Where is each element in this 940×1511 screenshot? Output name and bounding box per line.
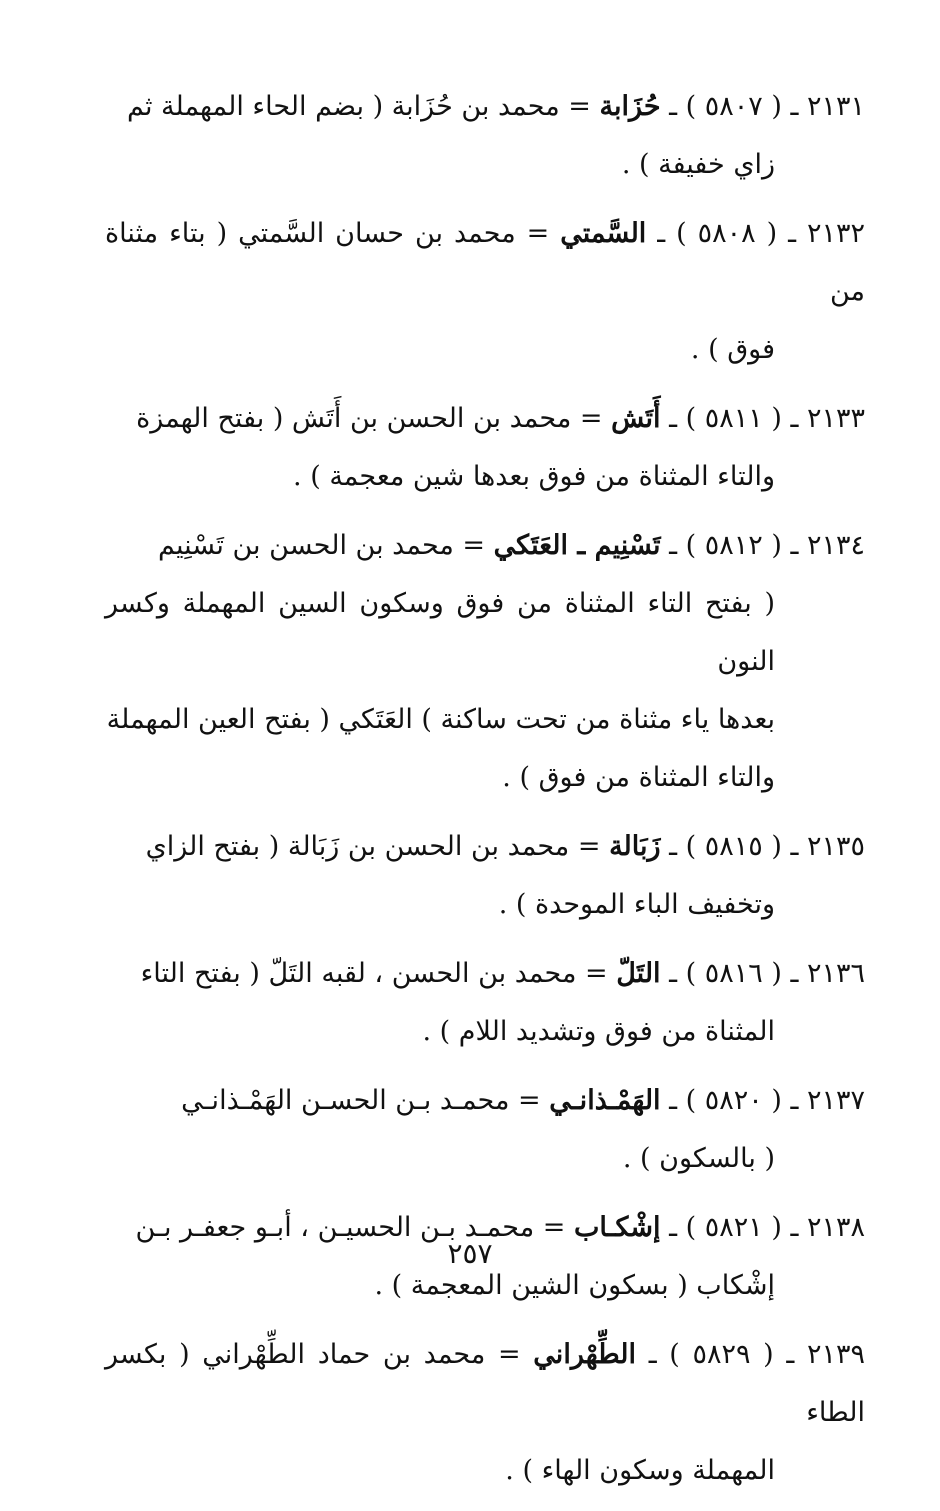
- entry-ref: ( ٥٨١٢ ): [685, 530, 782, 561]
- entry-text: = محمد بن حسان السَّمتي ( بتاء مثناة من: [105, 218, 865, 307]
- entry-2131: ٢١٣١ ـ ( ٥٨٠٧ ) ـ حُزَابة = محمد بن حُزَابة ( بضم الحاء المهملة ثم زاي خفيفة ) .: [105, 78, 865, 194]
- entry-text: = محمد بن الحسن بن أَتَش ( بفتح الهمزة: [136, 403, 603, 434]
- entry-ref: ( ٥٨٢٩ ): [669, 1339, 774, 1370]
- entry-continuation: وتخفيف الباء الموحدة ) .: [498, 889, 775, 920]
- entry-ref: ( ٥٨١٥ ): [685, 831, 782, 862]
- entry-text: = محمد بن حُزَابة ( بضم الحاء المهملة ثم: [126, 91, 591, 122]
- entry-ref: ( ٥٨٠٧ ): [685, 91, 782, 122]
- entry-continuation: ( بالسكون ) .: [622, 1143, 775, 1174]
- entry-2136: ٢١٣٦ ـ ( ٥٨١٦ ) ـ التَلّ = محمد بن الحسن ، لقبه التَلّ ( بفتح التاء المثناة من فوق وتشديد اللام ) .: [105, 945, 865, 1061]
- entry-2135: ٢١٣٥ ـ ( ٥٨١٥ ) ـ زَبَالة = محمد بن الحسن بن زَبَالة ( بفتح الزاي وتخفيف الباء الموحدة ) .: [105, 818, 865, 934]
- entry-2134: ٢١٣٤ ـ ( ٥٨١٢ ) ـ تَسْنِيم ـ العَتَكي = محمد بن الحسن بن تَسْنِيم ( بفتح التاء المثناة من فوق وسكون السين المهملة وكسر النون بعدها ياء مثناة من تحت ساكنة ) العَتَكي ( بفتح العين المهملة والتاء المثناة من فوق ) .: [105, 517, 865, 807]
- entry-continuation: والتاء المثناة من فوق بعدها شين معجمة ) .: [293, 461, 775, 492]
- entry-number: ٢١٣٨: [806, 1212, 865, 1243]
- entry-text: = محمـد بـن الحسيـن ، أبـو جعفـر بـن: [135, 1212, 566, 1243]
- entry-continuation: بعدها ياء مثناة من تحت ساكنة ) العَتَكي ( بفتح العين المهملة: [106, 704, 775, 735]
- entry-2138: ٢١٣٨ ـ ( ٥٨٢١ ) ـ إشْكـاب = محمـد بـن الحسيـن ، أبـو جعفـر بـن إشْكاب ( بسكون الشين المعجمة ) .: [105, 1199, 865, 1315]
- entry-nisba: حُزَابة: [599, 91, 661, 122]
- entry-text: = محمد بن الحسن بن تَسْنِيم: [158, 530, 486, 561]
- entry-nisba: التَلّ: [616, 958, 661, 989]
- entry-ref: ( ٥٨٠٨ ): [676, 218, 778, 249]
- entry-nisba: الطِّهْراني: [533, 1339, 637, 1370]
- entry-number: ٢١٣٣: [806, 403, 865, 434]
- entry-continuation: ( بفتح التاء المثناة من فوق وسكون السين المهملة وكسر النون: [105, 588, 775, 677]
- entry-ref: ( ٥٨٢٠ ): [685, 1085, 782, 1116]
- entry-continuation: والتاء المثناة من فوق ) .: [502, 762, 775, 793]
- entry-number: ٢١٣٩: [806, 1339, 865, 1370]
- entry-text: = محمد بن الحسن بن زَبَالة ( بفتح الزاي: [145, 831, 601, 862]
- entry-continuation: زاي خفيفة ) .: [621, 149, 775, 180]
- entry-continuation: المثناة من فوق وتشديد اللام ) .: [422, 1016, 775, 1047]
- entry-nisba: زَبَالة: [609, 831, 661, 862]
- entry-number: ٢١٣٤: [806, 530, 865, 561]
- entry-2137: ٢١٣٧ ـ ( ٥٨٢٠ ) ـ الهَمْـذانـي = محمـد بـن الحسـن الهَمْـذانـي ( بالسكون ) .: [105, 1072, 865, 1188]
- entry-nisba: الهَمْـذانـي: [549, 1085, 661, 1116]
- entry-number: ٢١٣٥: [806, 831, 865, 862]
- entry-nisba: إشْكـاب: [573, 1212, 661, 1243]
- entry-number: ٢١٣٢: [807, 218, 866, 249]
- page-body: [105, 78, 865, 1511]
- entry-nisba: السَّمتي: [560, 218, 647, 249]
- entry-text: = محمد بن الحسن ، لقبه التَلّ ( بفتح التاء: [140, 958, 608, 989]
- entry-continuation: المهملة وسكون الهاء ) .: [505, 1455, 775, 1486]
- entry-ref: ( ٥٨٢١ ): [685, 1212, 782, 1243]
- entry-continuation: فوق ) .: [690, 334, 775, 365]
- entry-nisba: أَتَش: [611, 403, 661, 434]
- page-number: ٢٥٧: [447, 1237, 493, 1270]
- entry-nisba: تَسْنِيم ـ العَتَكي: [493, 530, 661, 561]
- entry-ref: ( ٥٨١١ ): [685, 403, 782, 434]
- entry-2132: ٢١٣٢ ـ ( ٥٨٠٨ ) ـ السَّمتي = محمد بن حسان السَّمتي ( بتاء مثناة من فوق ) .: [105, 205, 865, 379]
- entry-2133: ٢١٣٣ ـ ( ٥٨١١ ) ـ أَتَش = محمد بن الحسن بن أَتَش ( بفتح الهمزة والتاء المثناة من فوق بعدها شين معجمة ) .: [105, 390, 865, 506]
- entry-number: ٢١٣١: [806, 91, 865, 122]
- entry-ref: ( ٥٨١٦ ): [685, 958, 782, 989]
- entry-continuation: إشْكاب ( بسكون الشين المعجمة ) .: [374, 1270, 775, 1301]
- entry-number: ٢١٣٧: [806, 1085, 865, 1116]
- entry-2139: ٢١٣٩ ـ ( ٥٨٢٩ ) ـ الطِّهْراني = محمد بن حماد الطِّهْراني ( بكسر الطاء المهملة وسكون الهاء ) .: [105, 1326, 865, 1500]
- entry-text: = محمـد بـن الحسـن الهَمْـذانـي: [181, 1085, 541, 1116]
- entry-text: = محمد بن حماد الطِّهْراني ( بكسر الطاء: [105, 1339, 865, 1428]
- entry-number: ٢١٣٦: [806, 958, 865, 989]
